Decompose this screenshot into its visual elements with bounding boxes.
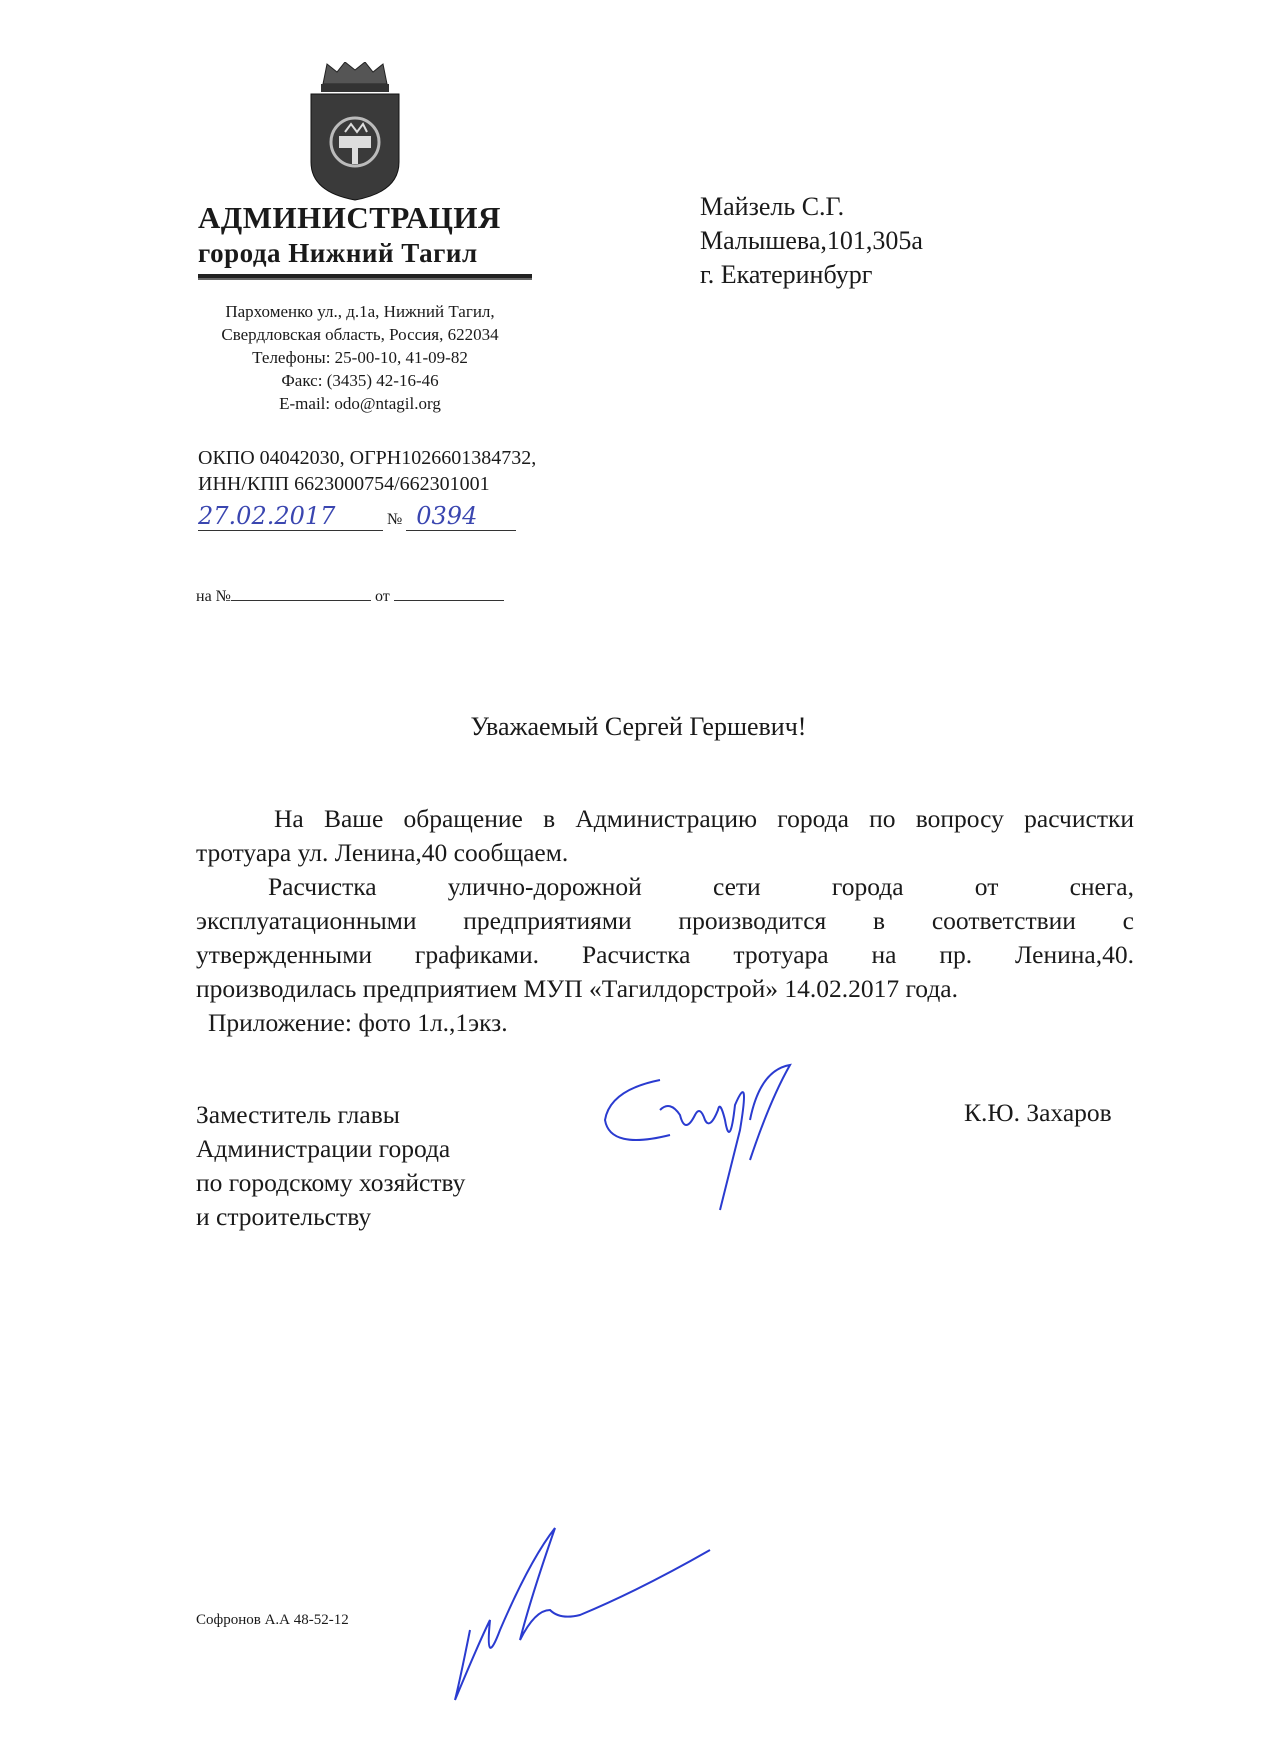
email-line: E-mail: odo@ntagil.org <box>279 394 441 413</box>
body-line: На Ваше обращение в Администрацию города по вопросу расчистки <box>274 804 1134 833</box>
reply-from-field <box>394 600 504 601</box>
organization-address <box>190 300 530 415</box>
registration-line: ОКПО 04042030, ОГРН1026601384732, <box>198 447 537 469</box>
reply-from-label: от <box>374 588 390 605</box>
signatory-title-line: Администрации города <box>196 1134 451 1163</box>
coat-of-arms-emblem <box>305 62 405 202</box>
registration-codes <box>198 445 536 497</box>
body-line: Расчистка улично-дорожной сети города от снега, <box>268 872 1134 901</box>
signatory-name: К.Ю. Захаров <box>964 1098 1112 1127</box>
phone-line: Телефоны: 25-00-10, 41-09-82 <box>252 348 468 367</box>
executor-initials-signature <box>440 1520 720 1720</box>
attachment-note: Приложение: фото 1л.,1экз. <box>208 1008 508 1037</box>
signatory-title-line: и строительству <box>196 1202 372 1231</box>
recipient-name: Майзель С.Г. <box>700 192 845 221</box>
recipient-city: г. Екатеринбург <box>700 260 873 289</box>
letter-body <box>196 802 1134 1040</box>
signatory-title-line: Заместитель главы <box>196 1100 400 1129</box>
reply-to-field <box>231 600 371 601</box>
number-sign: № <box>387 511 403 528</box>
reply-to-label: на № <box>196 588 231 605</box>
body-line: тротуара ул. Ленина,40 сообщаем. <box>196 838 569 867</box>
organization-city: города Нижний Тагил <box>198 238 478 268</box>
handwritten-signature <box>600 1060 860 1220</box>
executor-contact: Софронов А.А 48-52-12 <box>196 1612 349 1628</box>
recipient-address: Малышева,101,305а <box>700 226 923 255</box>
signatory-title <box>196 1098 465 1234</box>
greeting: Уважаемый Сергей Гершевич! <box>470 712 807 741</box>
fax-line: Факс: (3435) 42-16-46 <box>281 371 439 390</box>
outgoing-number: 0394 <box>406 502 516 531</box>
organization-name: АДМИНИСТРАЦИЯ <box>198 200 501 235</box>
body-line: эксплуатационными предприятиями производится в соответствии с <box>196 906 1134 935</box>
outgoing-reference <box>198 502 516 531</box>
address-line: Свердловская область, Россия, 622034 <box>221 325 499 344</box>
signatory-title-line: по городскому хозяйству <box>196 1168 466 1197</box>
reply-reference <box>196 588 504 606</box>
registration-line: ИНН/КПП 6623000754/662301001 <box>198 473 490 495</box>
body-line: производилась предприятием МУП «Тагилдорстрой» 14.02.2017 года. <box>196 974 958 1003</box>
body-line: утвержденными графиками. Расчистка тротуара на пр. Ленина,40. <box>196 940 1134 969</box>
outgoing-date: 27.02.2017 <box>198 502 383 531</box>
address-line: Пархоменко ул., д.1а, Нижний Тагил, <box>225 302 495 321</box>
recipient-block <box>700 190 923 292</box>
letterhead-divider <box>198 274 532 280</box>
